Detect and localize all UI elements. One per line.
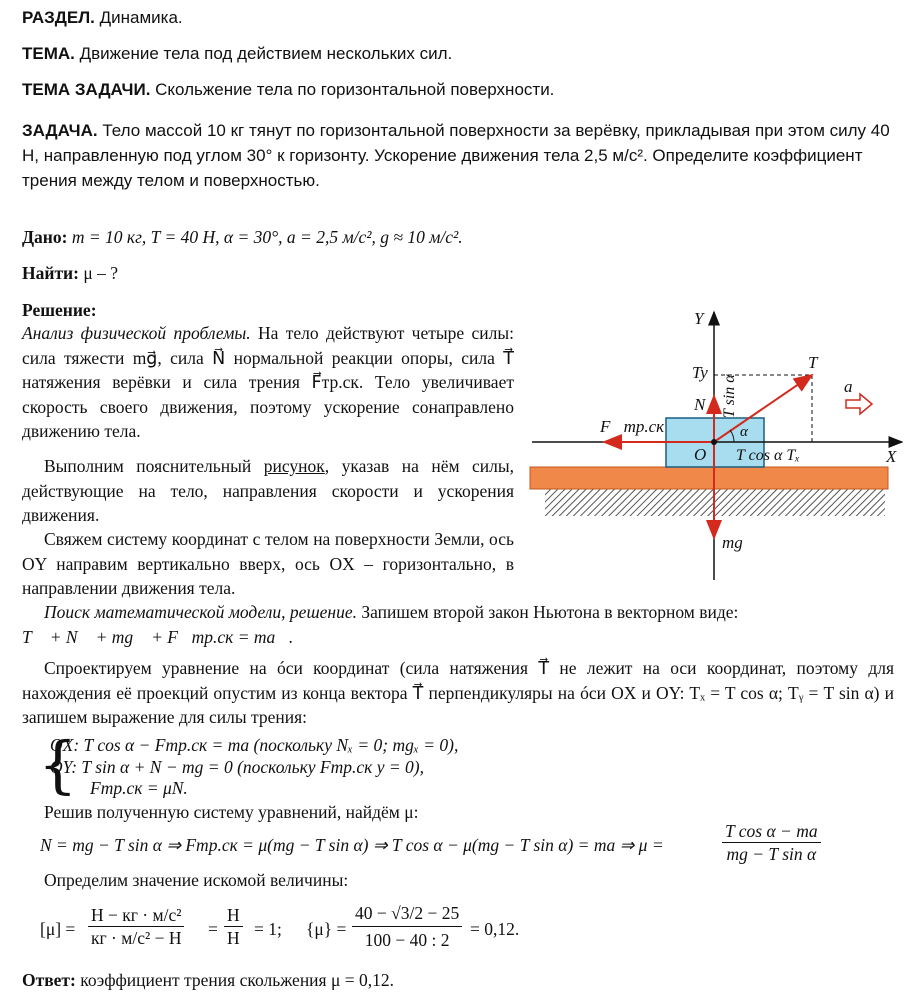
acceleration-arrow (846, 394, 872, 414)
model-paragraph: Поиск математической модели, решение. Запишем второй закон Ньютона в векторном виде: (44, 602, 739, 622)
label-f: F⃗тр.ск (600, 417, 665, 436)
label-alpha: α (740, 424, 748, 440)
newton-equation: T⃗ + N⃗ + mg⃗ + F⃗тр.ск = ma⃗. (22, 627, 294, 647)
figure-link[interactable]: рисунок (263, 456, 325, 476)
topic-line (22, 44, 452, 64)
units-left: [μ] = (40, 919, 76, 939)
system-brace: { (38, 728, 78, 801)
given-line (22, 225, 894, 250)
section-line (22, 8, 183, 28)
topic-label: ТЕМА. (22, 44, 75, 63)
units-fraction-2: Н Н (224, 904, 243, 949)
surface (530, 467, 888, 489)
section-value: Динамика. (99, 8, 183, 27)
coords-paragraph: Свяжем систему координат с телом на поверхности Земли, ось OY направим вертикально вверх, ось OX – горизонтально, в направлении движения тела. (22, 529, 514, 598)
find-text: μ – ? (83, 263, 118, 283)
find-line (22, 261, 894, 286)
num-result: = 0,12. (470, 919, 520, 939)
force-diagram (520, 300, 912, 590)
task-topic-line (22, 80, 554, 100)
units-result: = 1; (254, 919, 282, 939)
section-label: РАЗДЕЛ. (22, 8, 95, 27)
task-topic-value: Скольжение тела по горизонтальной поверхности. (155, 80, 555, 99)
model-head: Поиск математической модели, решение. (44, 602, 357, 622)
analysis-text: На тело действуют четыре силы: сила тяжести mg⃗, сила N⃗ нормальной реакции опоры, сила T⃗ натяжения верёвки и сила трения F⃗тр.ск. Тело увеличивает скорость своего движения, поэтому ускорение сонаправлено движению тела. (22, 323, 515, 441)
label-n: N⃗ (694, 395, 719, 414)
task-label: ЗАДАЧА. (22, 121, 98, 140)
derivation-fraction (722, 820, 821, 865)
label-a: a⃗ (844, 377, 866, 396)
label-mg: mg⃗ (722, 533, 756, 552)
label-t: T⃗ (808, 353, 831, 372)
label-tsin: T sin α (721, 374, 738, 418)
answer-text: коэффициент трения скольжения μ = 0,12. (80, 970, 394, 990)
derivation-left: N = mg − T sin α ⇒ Fтр.ск = μ(mg − T sin α) ⇒ T cos α − μ(mg − T sin α) = ma ⇒ μ = (40, 835, 664, 855)
system-line-1: OX: T cos α − Fтр.ск = ma (поскольку Nₓ = 0; mgₓ = 0), (50, 735, 459, 755)
solve-line: Решив полученную систему уравнений, найдём μ: (44, 802, 419, 822)
analysis-head: Анализ физической проблемы. (22, 323, 251, 343)
label-o: O (694, 445, 707, 464)
task-statement (22, 118, 900, 193)
task-topic-label: ТЕМА ЗАДАЧИ. (22, 80, 151, 99)
task-text: Тело массой 10 кг тянут по горизонтальной поверхности за верёвку, прикладывая при этом силу 40 Н, направленную под углом 30° к горизонту. Ускорение движения тела 2,5 м/с². Определите коэффициент трения между телом и поверхностью. (22, 121, 890, 190)
num-left: {μ} = (306, 919, 347, 939)
units-fraction: Н − кг · м/с² кг · м/с² − Н (88, 904, 184, 949)
given-label: Дано: (22, 227, 68, 247)
derivation-den: mg − T sin α (726, 844, 817, 864)
analysis-paragraph (22, 321, 514, 444)
label-y: Y (694, 309, 704, 328)
find-label: Найти: (22, 263, 79, 283)
value-line: Определим значение искомой величины: (44, 870, 349, 890)
label-tcos: T cos α Tₓ (736, 447, 800, 464)
projection-paragraph: Спроектируем уравнение на óси координат (сила натяжения T⃗ не лежит на оси координат, поэтому для нахождения её проекций опустим из конца вектора T⃗ перпендикуляры на óси OX и OY: Tₓ = T cos α; Tᵧ = T sin α) и запишем выражение для силы трения: (22, 658, 894, 727)
label-x: X (886, 447, 897, 466)
given-text: m = 10 кг, T = 40 Н, α = 30°, a = 2,5 м/с², g ≈ 10 м/с². (71, 227, 463, 247)
figure-paragraph: Выполним пояснительный рисунок, указав на нём силы, действующие на тело, направления скорости и ускорения движения. (22, 456, 514, 525)
answer-label: Ответ: (22, 970, 76, 990)
derivation-num: T cos α − ma (722, 820, 821, 843)
system-line-2: OY: T sin α + N − mg = 0 (поскольку Fтр.ск y = 0), (50, 757, 424, 777)
num-fraction: 40 − √3/2 − 25 100 − 40 : 2 (352, 900, 462, 953)
solution-heading: Решение: (22, 300, 97, 320)
system-line-3: Fтр.ск = μN. (90, 778, 188, 798)
label-ty: Ty (692, 363, 708, 382)
topic-value: Движение тела под действием нескольких сил. (79, 44, 453, 63)
